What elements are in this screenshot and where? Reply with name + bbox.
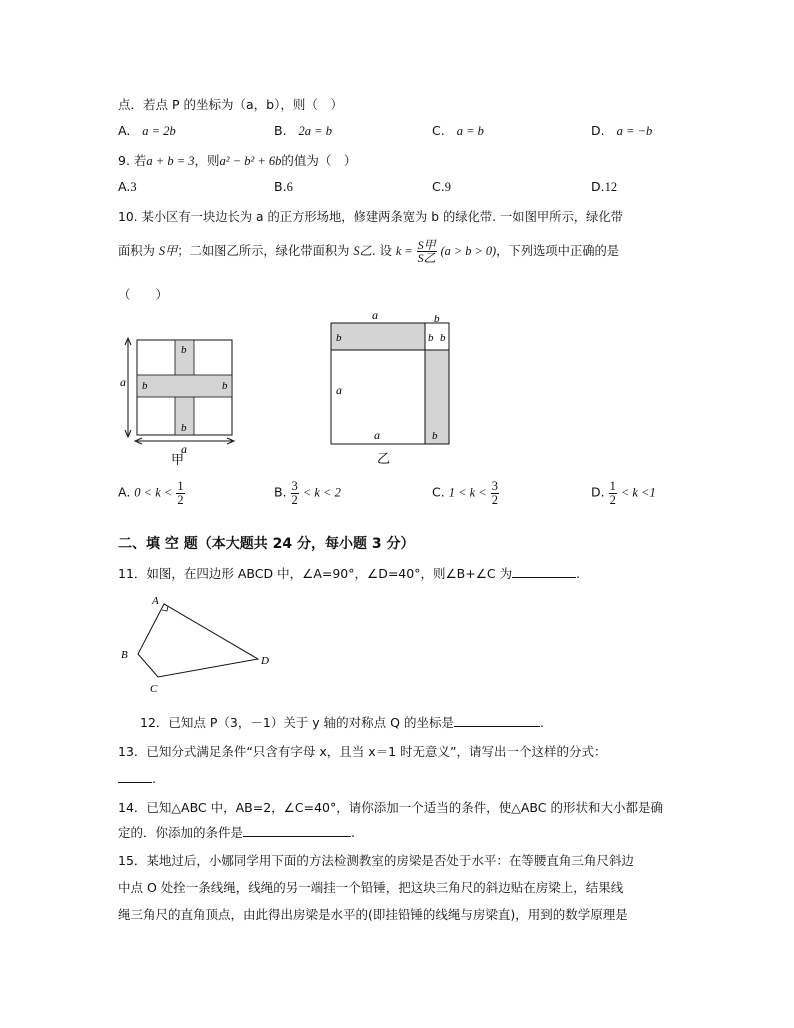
k-var: k = xyxy=(395,244,413,258)
figure-jia xyxy=(115,330,245,470)
frac-denominator: 2 xyxy=(491,492,498,507)
q12-text: 12．已知点 P（3，－1）关于 y 轴的对称点 Q 的坐标是 xyxy=(140,715,454,730)
section-title: 二、填 空 题（本大题共 24 分，每小题 3 分） xyxy=(118,536,415,552)
frac-numerator: 1 xyxy=(609,479,616,493)
q10-text-a: 面积为 xyxy=(118,244,155,258)
s-jia: S甲 xyxy=(158,244,178,258)
option-label: B. xyxy=(274,123,287,138)
q9-mid: ，则 xyxy=(194,153,220,168)
answer-blank[interactable] xyxy=(243,824,351,837)
option-right: < k <1 xyxy=(620,485,656,500)
q9-option-a xyxy=(118,179,137,195)
option-label: C. xyxy=(432,179,445,194)
option-right: < k < 2 xyxy=(302,485,341,500)
q15-line1: 15．某地过后，小娜同学用下面的方法检测教室的房梁是否处于水平：在等腰直角三角尺斜边 xyxy=(118,853,634,868)
q10-line1: 10. 某小区有一块边长为 a 的正方形场地，修建两条宽为 b 的绿化带. 一如图甲所示，绿化带 xyxy=(118,210,623,224)
option-label: A. xyxy=(118,484,131,500)
frac-denominator: S乙 xyxy=(417,251,436,265)
figure-yi xyxy=(320,305,460,470)
q10-text-d: ，下列选项中正确的是 xyxy=(496,244,620,258)
option-label: D. xyxy=(591,123,605,138)
frac-denominator: 2 xyxy=(291,492,298,507)
frac-numerator: 1 xyxy=(177,479,184,493)
option-value: 6 xyxy=(286,180,293,194)
option-expr: a = −b xyxy=(616,124,653,138)
q10-option-c xyxy=(432,480,499,506)
q10-option-b xyxy=(274,480,341,506)
q12-end: . xyxy=(539,715,544,730)
option-label: B. xyxy=(274,484,287,500)
quadrilateral xyxy=(138,604,258,677)
option-fraction xyxy=(491,480,499,506)
label-a-left: a xyxy=(336,383,342,397)
q9-stem xyxy=(118,151,356,169)
option-value: 12 xyxy=(604,180,618,194)
label-a-side: a xyxy=(120,375,126,389)
label-b-mid2: b xyxy=(440,332,446,344)
q8-option-b xyxy=(274,123,332,139)
q13-end: . xyxy=(152,771,156,786)
answer-blank[interactable] xyxy=(454,714,540,727)
q14-text: 定的．你添加的条件是 xyxy=(118,825,244,840)
q14-end: . xyxy=(351,825,355,840)
option-label: A. xyxy=(118,179,131,194)
option-left: 0 < k < xyxy=(134,485,173,500)
vertex-d: D xyxy=(261,655,269,667)
caption-yi: 乙 xyxy=(377,452,391,467)
label-b-top: b xyxy=(181,344,187,356)
option-expr: a = b xyxy=(456,124,484,138)
label-b-bottom: b xyxy=(432,430,438,442)
q10-condition: (a > b > 0) xyxy=(440,244,497,258)
q13-stem: 13．已知分式满足条件“只含有字母 x，且当 x＝1 时无意义”，请写出一个这样的分式： xyxy=(118,744,607,759)
q9-option-d xyxy=(591,179,617,195)
option-label: D. xyxy=(591,484,605,500)
label-b-topright: b xyxy=(434,313,440,325)
q8-stem: 点．若点 P 的坐标为（a，b），则（ ） xyxy=(118,97,343,112)
option-label: C. xyxy=(432,123,445,138)
frac-numerator: 3 xyxy=(291,479,298,493)
option-label: C. xyxy=(432,484,445,500)
label-b-bottom: b xyxy=(181,422,187,434)
caption-jia: 甲 xyxy=(171,453,185,468)
option-left: 1 < k < xyxy=(448,485,487,500)
vertex-a: A xyxy=(152,595,159,607)
q11-text: 11．如图，在四边形 ABCD 中，∠A=90°，∠D=40°，则∠B+∠C 为 xyxy=(118,566,513,581)
q9-suffix: 的值为（ ） xyxy=(281,153,357,168)
label-a-bottom: a xyxy=(181,442,187,456)
option-label: A. xyxy=(118,123,131,138)
label-b-mid1: b xyxy=(428,332,434,344)
label-a-top: a xyxy=(372,308,378,322)
frac-denominator: 2 xyxy=(609,492,616,507)
q9-prefix: 9. 若 xyxy=(118,153,147,168)
option-label: B. xyxy=(274,179,287,194)
vertex-b: B xyxy=(121,649,128,661)
q10-option-a xyxy=(118,480,185,506)
q9-option-b xyxy=(274,179,293,195)
label-b-strip: b xyxy=(336,332,342,344)
q10-line2 xyxy=(118,236,619,266)
q12-stem xyxy=(140,713,544,731)
frac-denominator: 2 xyxy=(177,492,184,507)
q10-line3: （ ） xyxy=(118,287,169,302)
q10-text-b: ；二如图乙所示，绿化带面积为 xyxy=(177,244,350,258)
option-expr: 2a = b xyxy=(298,124,332,138)
q10-text-c: . 设 xyxy=(371,244,392,258)
label-b-left: b xyxy=(142,380,148,392)
q9-option-c xyxy=(432,179,451,195)
k-fraction xyxy=(417,239,437,264)
q15-line2: 中点 O 处拴一条线绳，线绳的另一端挂一个铅锤，把这块三角尺的斜边贴在房梁上，结果线 xyxy=(118,880,624,895)
q9-condition: a + b = 3 xyxy=(146,154,195,168)
option-fraction xyxy=(176,480,184,506)
q11-stem xyxy=(118,564,580,582)
q10-option-d xyxy=(591,480,656,506)
q9-expression: a² − b² + 6b xyxy=(219,154,282,168)
label-b-right: b xyxy=(222,380,228,392)
vertex-c: C xyxy=(150,683,158,695)
option-fraction xyxy=(609,480,617,506)
option-fraction xyxy=(291,480,299,506)
q11-quadrilateral-figure xyxy=(118,592,278,697)
label-a-bottom: a xyxy=(374,428,380,442)
option-expr: a = 2b xyxy=(142,124,176,138)
q8-option-a xyxy=(118,123,176,139)
q11-end: . xyxy=(576,566,581,581)
horizontal-strip xyxy=(137,375,232,397)
answer-blank[interactable] xyxy=(512,565,576,578)
option-value: 3 xyxy=(130,180,137,194)
q8-option-c xyxy=(432,123,484,139)
answer-blank[interactable] xyxy=(118,770,152,783)
q13-answer-line xyxy=(118,770,156,786)
q14-line1: 14．已知△ABC 中，AB=2，∠C=40°，请你添加一个适当的条件，使△ABC 的形状和大小都是确 xyxy=(118,800,663,815)
frac-numerator: S甲 xyxy=(417,238,436,252)
frac-numerator: 3 xyxy=(491,479,498,493)
q14-line2 xyxy=(118,823,355,841)
option-label: D. xyxy=(591,179,605,194)
option-value: 9 xyxy=(444,180,451,194)
q8-option-d xyxy=(591,123,652,139)
s-yi: S乙 xyxy=(353,244,372,258)
q15-line3: 绳三角尺的直角顶点，由此得出房梁是水平的(即挂铅锤的线绳与房梁直)，用到的数学原理是 xyxy=(118,907,628,922)
top-strip xyxy=(331,323,425,350)
